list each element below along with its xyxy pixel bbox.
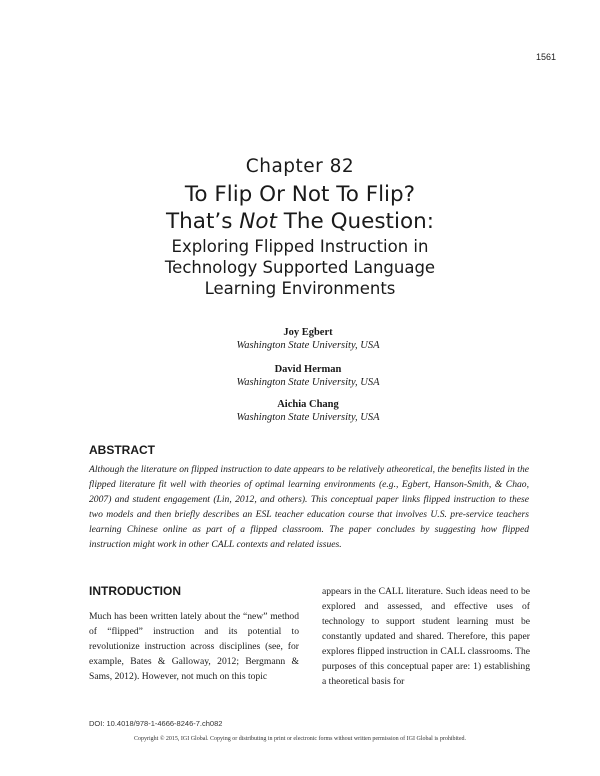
author-block (0, 363, 600, 389)
doi: DOI: 10.4018/978-1-4666-8246-7.ch082 (89, 719, 223, 728)
chapter-label: Chapter 82 (245, 156, 355, 177)
title-line-2-emphasis: Not (239, 209, 277, 234)
author-name: Aichia Chang (277, 399, 339, 410)
title-line-2-post: The Question: (276, 209, 434, 234)
author-block (0, 398, 600, 424)
author-block (0, 326, 600, 352)
introduction-left-column: Much has been written lately about the “new” method of “flipped” instruction and its potential to revolutionize instruction across disciplines (see, for example, Bates & Galloway, 2012; Bergmann & Sams, 2012). However, not much on this topic (89, 611, 299, 682)
author-name: Joy Egbert (283, 327, 333, 338)
author-affiliation: Washington State University, USA (236, 412, 380, 423)
title-line-2 (0, 208, 600, 235)
title-line-2-pre: That’s (166, 209, 240, 234)
chapter-subtitle (0, 236, 600, 299)
subtitle-line-2: Technology Supported Language (164, 258, 436, 277)
page-number: 1561 (535, 52, 556, 62)
author-name: David Herman (274, 364, 342, 375)
introduction-right-column: appears in the CALL literature. Such ideas need to be explored and assessed, and effective uses of technology to support student learning must be constantly updated and shared. Therefore, this paper explores flipped instruction in CALL classrooms. The purposes of this conceptual paper are: 1) establishing a theoretical basis for (322, 586, 530, 687)
subtitle-line-3: Learning Environments (204, 279, 396, 298)
author-affiliation: Washington State University, USA (236, 340, 380, 351)
author-affiliation: Washington State University, USA (236, 377, 380, 388)
subtitle-line-1: Exploring Flipped Instruction in (171, 237, 429, 256)
abstract-heading: ABSTRACT (89, 443, 155, 457)
copyright-notice: Copyright © 2015, IGI Global. Copying or distributing in print or electronic forms without written permission of IGI Global is prohibited. (133, 736, 466, 742)
chapter-title (0, 181, 600, 235)
introduction-heading: INTRODUCTION (89, 584, 181, 598)
abstract-body: Although the literature on flipped instruction to date appears to be relatively atheoretical, the benefits listed in the flipped literature fit well with theories of optimal learning environments (e.g., Egbert, Hanson-Smith, & Chao, 2007) and student engagement (Lin, 2012, and others). This conceptual paper links flipped instruction to these two models and then briefly describes an ESL teacher education course that involves U.S. pre-service teachers learning Chinese online as part of a flipped classroom. The paper concludes by suggesting how flipped instruction might work in other CALL contexts and related issues. (89, 464, 529, 550)
title-line-1: To Flip Or Not To Flip? (184, 182, 416, 207)
